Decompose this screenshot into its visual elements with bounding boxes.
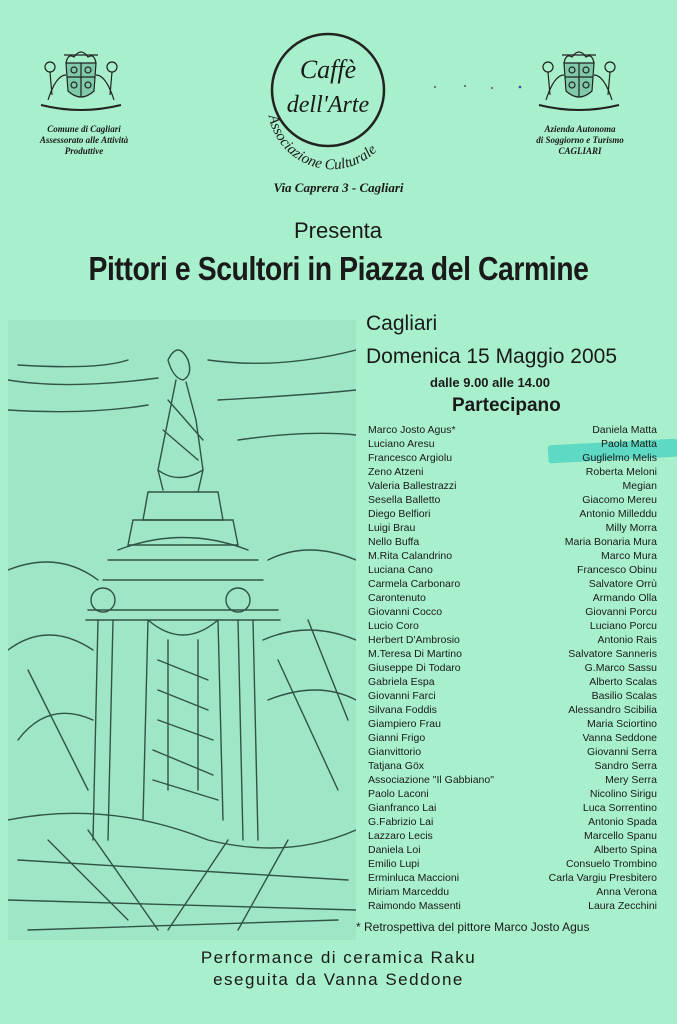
retrospective-note: * Retrospettiva del pittore Marco Josto Agus (356, 920, 590, 934)
list-item: Maria Bonaria Mura (564, 536, 657, 548)
list-item: Valeria Ballestrazzi (368, 480, 457, 492)
list-item: Giovanni Serra (586, 746, 657, 758)
right-organization: Azienda Autonoma di Soggiorno e Turismo CAGLIARI (536, 124, 624, 156)
list-item: Anna Verona (596, 886, 657, 898)
list-item: Giampiero Frau (368, 718, 441, 730)
list-item: Francesco Obinu (577, 564, 657, 576)
list-item: Lazzaro Lecis (368, 830, 433, 842)
list-item: Tatjana Göx (368, 760, 425, 772)
list-item: Gianni Frigo (368, 732, 426, 744)
list-item: Antonio Spada (588, 816, 657, 828)
list-item: Gianvittorio (368, 746, 422, 758)
list-item: Marco Josto Agus* (368, 424, 456, 436)
list-item: Laura Zecchini (588, 900, 657, 912)
list-item: Daniela Loi (368, 844, 421, 856)
list-item: Giovanni Cocco (368, 606, 443, 618)
list-item: Luciana Cano (368, 564, 433, 576)
list-item: Sandro Serra (594, 760, 657, 772)
logo-line2: dell'Arte (286, 92, 370, 118)
participants-list-right (500, 423, 657, 913)
list-item: Salvatore Orrù (588, 578, 657, 590)
list-item: Armando Olla (592, 592, 657, 604)
list-item: Paola Matta (600, 438, 657, 450)
list-item: Lucio Coro (368, 620, 419, 632)
monument-sketch (8, 320, 356, 940)
list-item: Mery Serra (605, 774, 657, 786)
list-item: Salvatore Sanneris (568, 648, 657, 660)
list-item: G.Marco Sassu (584, 662, 657, 674)
performance-line-2: eseguita da Vanna Seddone (213, 970, 464, 989)
list-item: Antonio Milleddu (579, 508, 657, 520)
list-item: Giacomo Mereu (582, 494, 657, 506)
list-item: Francesco Argiolu (368, 452, 453, 464)
list-item: Zeno Atzeni (368, 466, 424, 478)
list-item: Luigi Brau (368, 522, 416, 534)
list-item: Giovanni Porcu (585, 606, 657, 618)
list-item: M.Rita Calandrino (368, 550, 453, 562)
left-organization: Comune di Cagliari Assessorato alle Attività Produttive (39, 124, 129, 156)
event-hours: dalle 9.00 alle 14.00 (430, 375, 550, 390)
list-item: Maria Sciortino (586, 718, 657, 730)
list-item: Paolo Laconi (368, 788, 429, 800)
list-item: Nello Buffa (368, 536, 420, 548)
list-item: Alberto Spina (593, 844, 657, 856)
list-item: Raimondo Massenti (368, 900, 461, 912)
list-item: Antonio Rais (597, 634, 657, 646)
list-item: Roberta Meloni (585, 466, 657, 478)
list-item: Carla Vargiu Presbitero (548, 872, 657, 884)
performance-line-1: Performance di ceramica Raku (200, 948, 477, 967)
logo-line1: Caffè (299, 55, 357, 84)
list-item: Guglielmo Melis (582, 452, 657, 464)
list-item: G.Fabrizio Lai (368, 816, 434, 828)
participants-heading: Partecipano (452, 395, 561, 416)
list-item: Alberto Scalas (589, 676, 657, 688)
coat-of-arms-icon (534, 45, 624, 115)
list-item: Giuseppe Di Todaro (368, 662, 461, 674)
list-item: Daniela Matta (592, 424, 657, 436)
list-item: Emilio Lupi (368, 858, 420, 870)
list-item: Carontenuto (368, 592, 426, 604)
list-item: Luciano Aresu (368, 438, 435, 450)
list-item: Diego Belfiori (368, 508, 431, 520)
coat-of-arms-icon (36, 45, 126, 115)
list-item: Erminluca Maccioni (368, 872, 460, 884)
list-item: Alessandro Scibilia (568, 704, 657, 716)
event-date: Domenica 15 Maggio 2005 (366, 345, 617, 368)
list-item: Sesella Balletto (368, 494, 441, 506)
logo-arc-text: Associazione Culturale (264, 113, 380, 174)
presenta-label: Presenta (293, 218, 383, 243)
list-item: Nicolino Sirigu (589, 788, 657, 800)
list-item: M.Teresa Di Martino (368, 648, 462, 660)
list-item: Milly Morra (605, 522, 657, 534)
address: Via Caprera 3 - Cagliari (273, 180, 404, 195)
list-item: Basilio Scalas (591, 690, 657, 702)
decorative-dots (430, 82, 540, 92)
list-item: Vanna Seddone (582, 732, 657, 744)
list-item: Silvana Foddis (368, 704, 437, 716)
list-item: Gianfranco Lai (368, 802, 437, 814)
list-item: Marco Mura (600, 550, 657, 562)
list-item: Marcello Spanu (584, 830, 657, 842)
page-title: Pittori e Scultori in Piazza del Carmine (88, 250, 589, 287)
event-city: Cagliari (366, 312, 438, 335)
list-item: Luciano Porcu (589, 620, 657, 632)
list-item: Consuelo Trombino (565, 858, 657, 870)
list-item: Miriam Marceddu (368, 886, 450, 898)
list-item: Megian (622, 480, 657, 492)
svg-text:Associazione Culturale (264, 112, 380, 173)
list-item: Giovanni Farci (368, 690, 436, 702)
list-item: Associazione "Il Gabbiano" (368, 774, 494, 786)
list-item: Luca Sorrentino (582, 802, 657, 814)
caffe-dellarte-logo (246, 30, 406, 180)
list-item: Carmela Carbonaro (368, 578, 461, 590)
list-item: Gabriela Espa (368, 676, 435, 688)
list-item: Herbert D'Ambrosio (368, 634, 460, 646)
